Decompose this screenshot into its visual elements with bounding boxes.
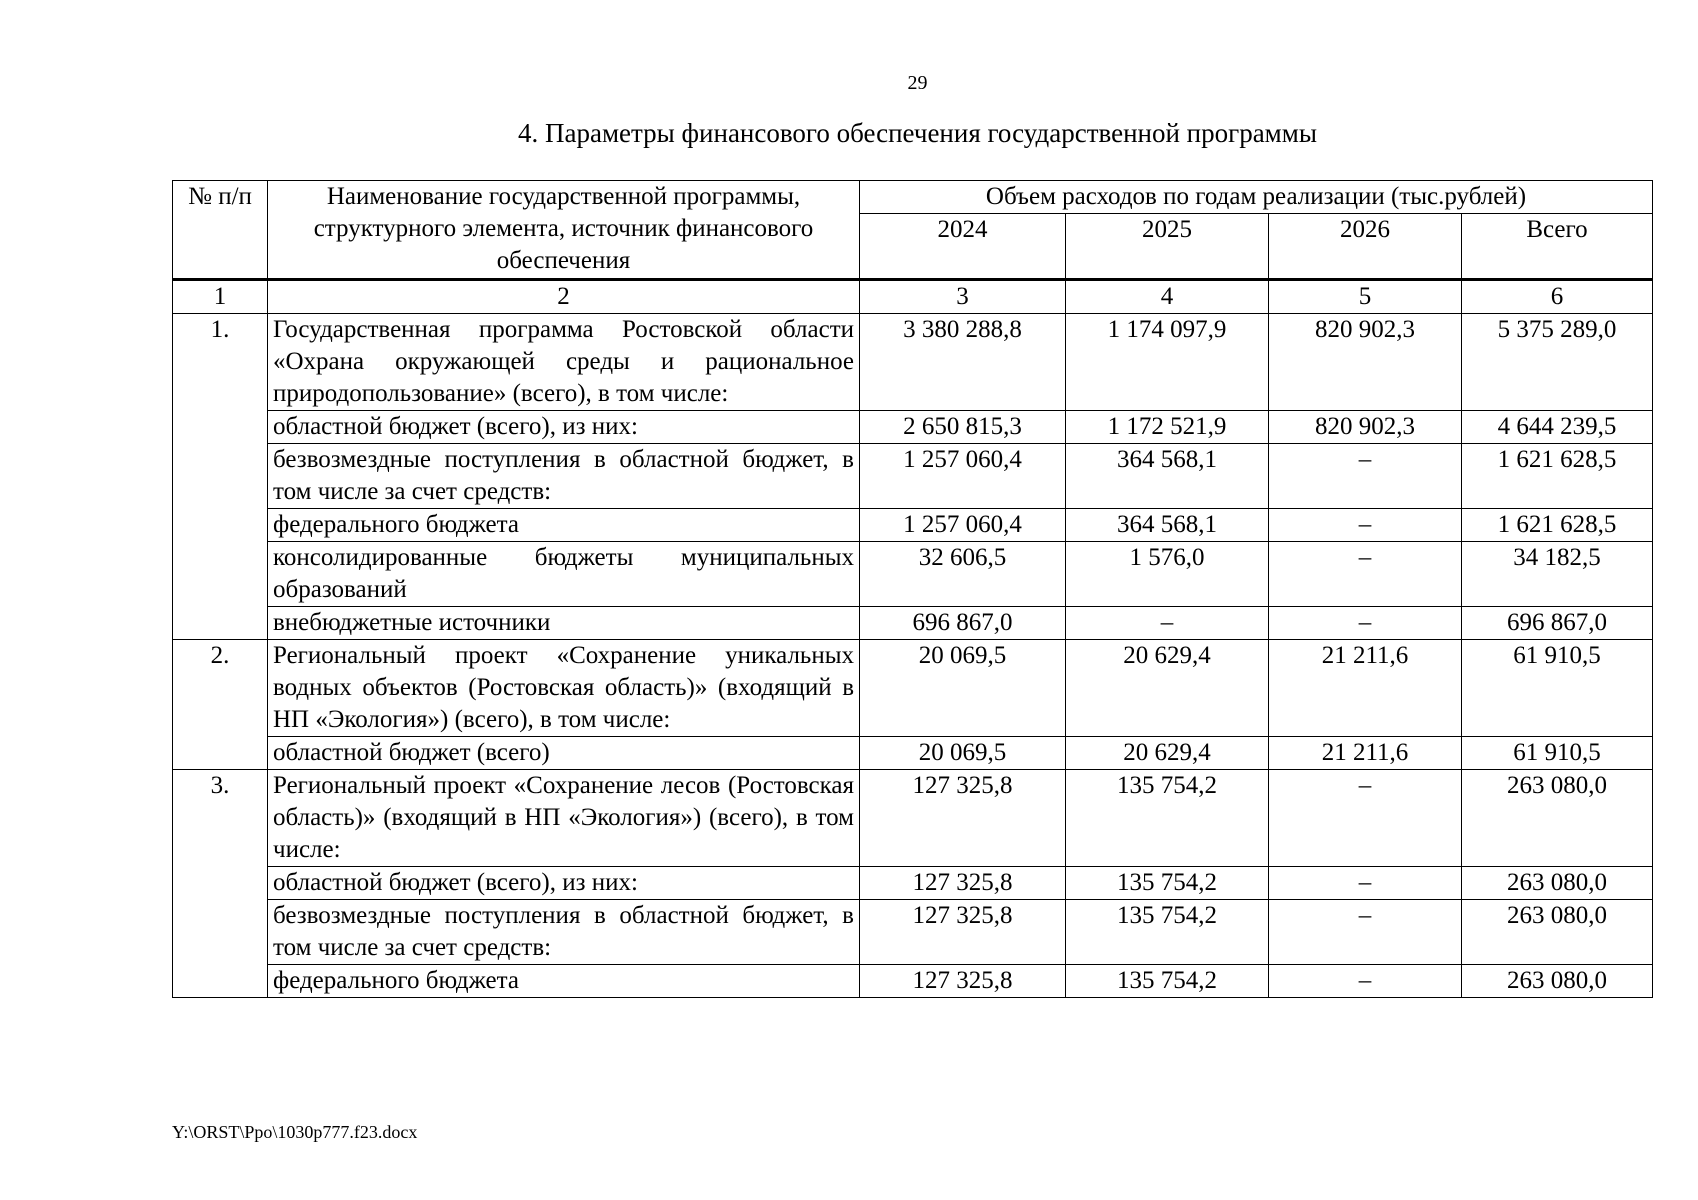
row-number: 1. [173, 314, 268, 640]
value-total: 263 080,0 [1462, 900, 1653, 965]
value-2026: 21 211,6 [1269, 640, 1462, 737]
row-name: областной бюджет (всего), из них: [268, 411, 860, 444]
value-total: 61 910,5 [1462, 640, 1653, 737]
value-2025: 20 629,4 [1066, 737, 1269, 770]
table-row [173, 867, 1653, 900]
header-year-2026: 2026 [1269, 214, 1462, 280]
value-2026: 21 211,6 [1269, 737, 1462, 770]
value-2025: 1 576,0 [1066, 542, 1269, 607]
table-row [173, 542, 1653, 607]
value-2025: – [1066, 607, 1269, 640]
table-row [173, 900, 1653, 965]
value-2024: 127 325,8 [860, 900, 1066, 965]
table-row [173, 509, 1653, 542]
row-name: федерального бюджета [268, 965, 860, 998]
table-row [173, 444, 1653, 509]
header-row-top [173, 181, 1653, 214]
value-total: 1 621 628,5 [1462, 444, 1653, 509]
value-2024: 32 606,5 [860, 542, 1066, 607]
value-total: 263 080,0 [1462, 770, 1653, 867]
row-name: федерального бюджета [268, 509, 860, 542]
column-index: 5 [1269, 280, 1462, 314]
financial-table [172, 180, 1653, 998]
table-row [173, 607, 1653, 640]
value-2025: 135 754,2 [1066, 867, 1269, 900]
row-number: 2. [173, 640, 268, 770]
header-year-2025: 2025 [1066, 214, 1269, 280]
value-total: 5 375 289,0 [1462, 314, 1653, 411]
value-total: 263 080,0 [1462, 965, 1653, 998]
value-2026: – [1269, 542, 1462, 607]
value-2026: – [1269, 965, 1462, 998]
header-year-2024: 2024 [860, 214, 1066, 280]
value-2026: – [1269, 509, 1462, 542]
page-number: 29 [907, 72, 928, 94]
value-2025: 364 568,1 [1066, 444, 1269, 509]
column-index-row [173, 280, 1653, 314]
value-total: 34 182,5 [1462, 542, 1653, 607]
document-title: 4. Параметры финансового обеспечения государственной программы [518, 118, 1317, 148]
table-row [173, 770, 1653, 867]
value-2026: – [1269, 444, 1462, 509]
column-index: 4 [1066, 280, 1269, 314]
table-row [173, 737, 1653, 770]
value-2026: – [1269, 770, 1462, 867]
value-2026: 820 902,3 [1269, 314, 1462, 411]
value-2025: 20 629,4 [1066, 640, 1269, 737]
table-row [173, 965, 1653, 998]
column-index: 3 [860, 280, 1066, 314]
value-2026: – [1269, 867, 1462, 900]
row-name: Региональный проект «Сохранение уникальных водных объектов (Ростовская область)» (входящий в НП «Экология») (всего), в том числе: [268, 640, 860, 737]
value-2025: 135 754,2 [1066, 770, 1269, 867]
value-2025: 135 754,2 [1066, 965, 1269, 998]
value-2025: 364 568,1 [1066, 509, 1269, 542]
header-num: № п/п [173, 181, 268, 280]
value-2025: 1 172 521,9 [1066, 411, 1269, 444]
value-2024: 20 069,5 [860, 737, 1066, 770]
value-2026: 820 902,3 [1269, 411, 1462, 444]
row-name: внебюджетные источники [268, 607, 860, 640]
row-name: безвозмездные поступления в областной бюджет, в том числе за счет средств: [268, 444, 860, 509]
value-total: 1 621 628,5 [1462, 509, 1653, 542]
value-2024: 1 257 060,4 [860, 444, 1066, 509]
row-number: 3. [173, 770, 268, 998]
row-name: Региональный проект «Сохранение лесов (Ростовская область)» (входящий в НП «Экология») (всего), в том числе: [268, 770, 860, 867]
row-name: Государственная программа Ростовской области «Охрана окружающей среды и рациональное природопользование» (всего), в том числе: [268, 314, 860, 411]
value-2024: 127 325,8 [860, 965, 1066, 998]
table-row [173, 314, 1653, 411]
header-total: Всего [1462, 214, 1653, 280]
value-2024: 2 650 815,3 [860, 411, 1066, 444]
row-name: областной бюджет (всего) [268, 737, 860, 770]
value-2024: 696 867,0 [860, 607, 1066, 640]
value-2024: 127 325,8 [860, 770, 1066, 867]
value-2025: 135 754,2 [1066, 900, 1269, 965]
column-index: 6 [1462, 280, 1653, 314]
header-expense-group: Объем расходов по годам реализации (тыс.рублей) [860, 181, 1653, 214]
header-name: Наименование государственной программы, структурного элемента, источник финансового обеспечения [268, 181, 860, 280]
column-index: 2 [268, 280, 860, 314]
row-name: областной бюджет (всего), из них: [268, 867, 860, 900]
file-path-footer: Y:\ORST\Ppo\1030p777.f23.docx [172, 1122, 418, 1142]
table-row [173, 640, 1653, 737]
column-index: 1 [173, 280, 268, 314]
row-name: безвозмездные поступления в областной бюджет, в том числе за счет средств: [268, 900, 860, 965]
value-2024: 3 380 288,8 [860, 314, 1066, 411]
value-2024: 127 325,8 [860, 867, 1066, 900]
value-total: 696 867,0 [1462, 607, 1653, 640]
value-2024: 20 069,5 [860, 640, 1066, 737]
value-2025: 1 174 097,9 [1066, 314, 1269, 411]
row-name: консолидированные бюджеты муниципальных образований [268, 542, 860, 607]
value-2026: – [1269, 900, 1462, 965]
table-row [173, 411, 1653, 444]
value-total: 4 644 239,5 [1462, 411, 1653, 444]
value-total: 263 080,0 [1462, 867, 1653, 900]
value-2024: 1 257 060,4 [860, 509, 1066, 542]
value-2026: – [1269, 607, 1462, 640]
value-total: 61 910,5 [1462, 737, 1653, 770]
